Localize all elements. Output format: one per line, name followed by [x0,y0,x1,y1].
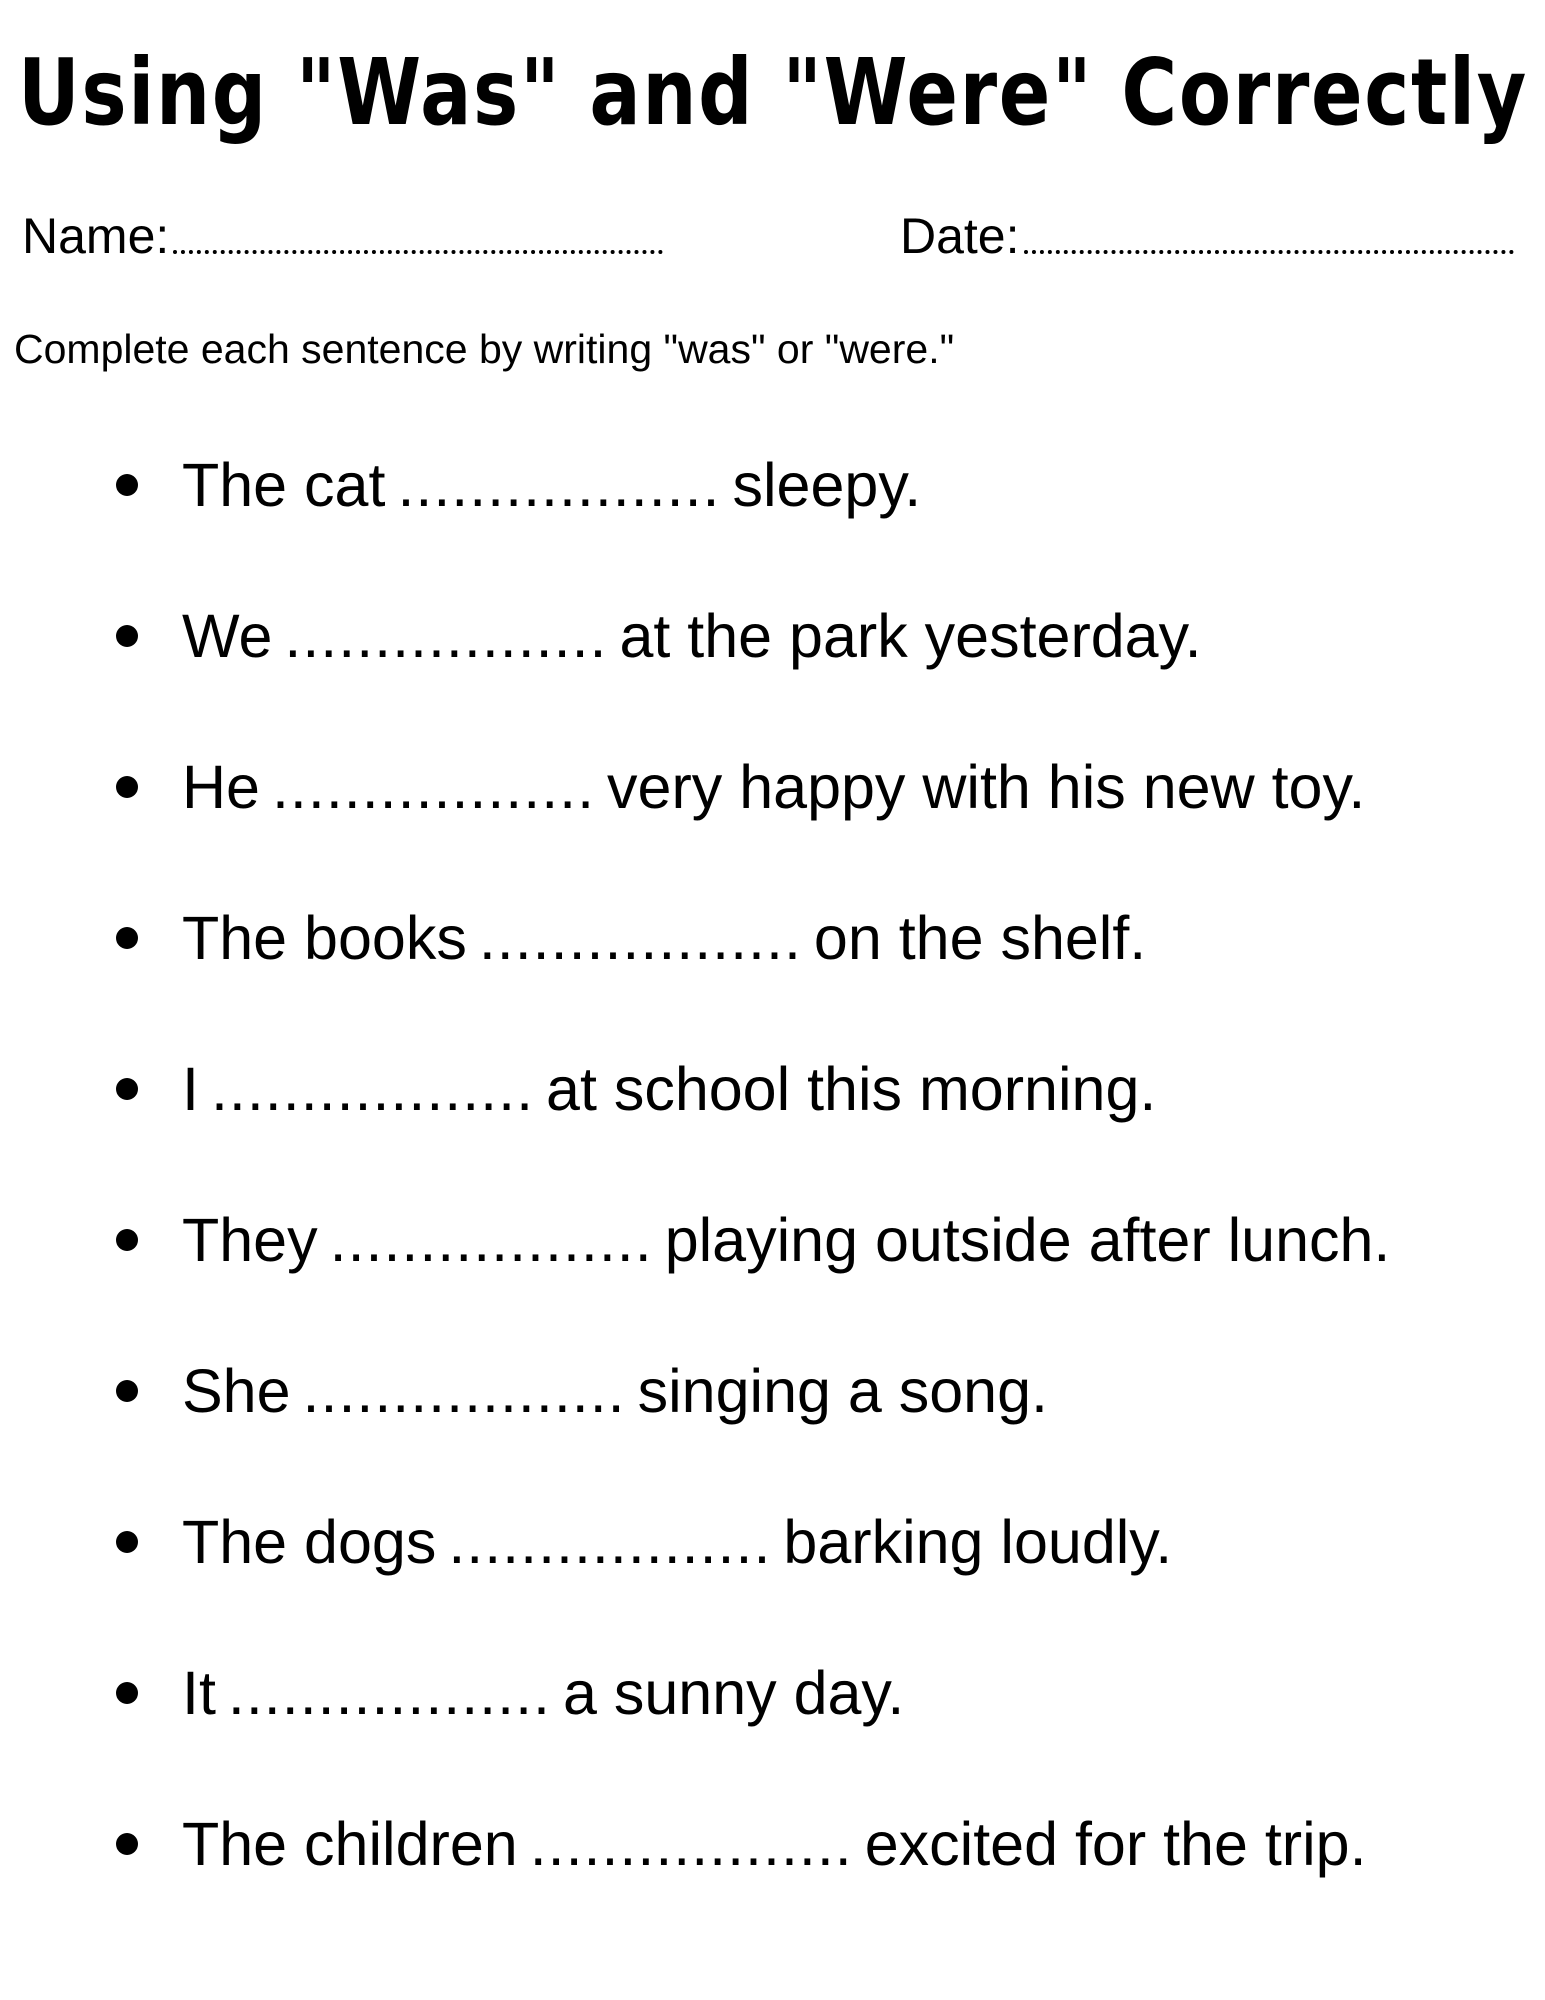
list-item [0,591,1545,681]
sentence-start: I [182,1055,199,1123]
sentence-start: The children [182,1810,518,1878]
sentence-start: The books [182,904,467,972]
list-item [0,1195,1545,1285]
sentence [182,1205,1390,1275]
sentence-start: It [182,1659,216,1727]
list-item [0,742,1545,832]
sentence-start: They [182,1206,318,1274]
list-item [0,893,1545,983]
bullet-icon [116,776,138,798]
list-item [0,1346,1545,1436]
bullet-icon [116,1078,138,1100]
answer-blank[interactable]: .................. [478,904,802,972]
sentence-end: at school this morning. [546,1055,1157,1123]
sentence [182,903,1146,973]
sentence [182,601,1202,671]
answer-blank[interactable]: .................. [529,1810,853,1878]
sentence [182,1054,1156,1124]
date-dotted-line[interactable] [1024,250,1514,254]
sentence-end: playing outside after lunch. [664,1206,1391,1274]
name-dotted-line[interactable] [173,250,663,254]
sentence-start: She [182,1357,291,1425]
sentence [182,450,921,520]
bullet-icon [116,927,138,949]
sentence [182,1507,1172,1577]
list-item [0,1799,1545,1889]
bullet-icon [116,1229,138,1251]
answer-blank[interactable]: .................. [329,1206,653,1274]
instructions: Complete each sentence by writing "was" or "were." [14,326,955,372]
sentence-end: on the shelf. [813,904,1147,972]
answer-blank[interactable]: .................. [227,1659,551,1727]
bullet-icon [116,1380,138,1402]
bullet-icon [116,1682,138,1704]
list-item [0,1648,1545,1738]
answer-blank[interactable]: .................. [271,753,596,821]
answer-blank[interactable]: .................. [448,1508,772,1576]
sentence-start: The cat [182,451,386,519]
list-item [0,440,1545,530]
sentence-end: excited for the trip. [864,1810,1367,1878]
bullet-icon [116,1833,138,1855]
answer-blank[interactable]: .................. [302,1357,626,1425]
worksheet-title: Using "Was" and "Were" Correctly [18,39,1528,146]
sentence-start: He [182,753,260,821]
sentence [182,1356,1048,1426]
sentence [182,752,1365,822]
name-label: Name: [22,208,170,264]
sentence [182,1809,1367,1879]
bullet-icon [116,1531,138,1553]
sentence-end: sleepy. [732,451,922,519]
answer-blank[interactable]: .................. [397,451,721,519]
sentence-end: a sunny day. [562,1659,905,1727]
answer-blank[interactable]: .................. [284,602,608,670]
date-field[interactable] [900,206,1514,266]
sentence-start: The dogs [182,1508,437,1576]
bullet-icon [116,625,138,647]
sentence-end: very happy with his new toy. [607,753,1366,821]
sentence-end: barking loudly. [783,1508,1173,1576]
sentence-start: We [182,602,273,670]
name-field[interactable] [22,206,663,266]
sentence-end: singing a song. [637,1357,1048,1425]
answer-blank[interactable]: .................. [210,1055,535,1123]
date-label: Date: [900,208,1020,264]
list-item [0,1044,1545,1134]
list-item [0,1497,1545,1587]
sentence-end: at the park yesterday. [619,602,1202,670]
sentence [182,1658,904,1728]
bullet-icon [116,474,138,496]
